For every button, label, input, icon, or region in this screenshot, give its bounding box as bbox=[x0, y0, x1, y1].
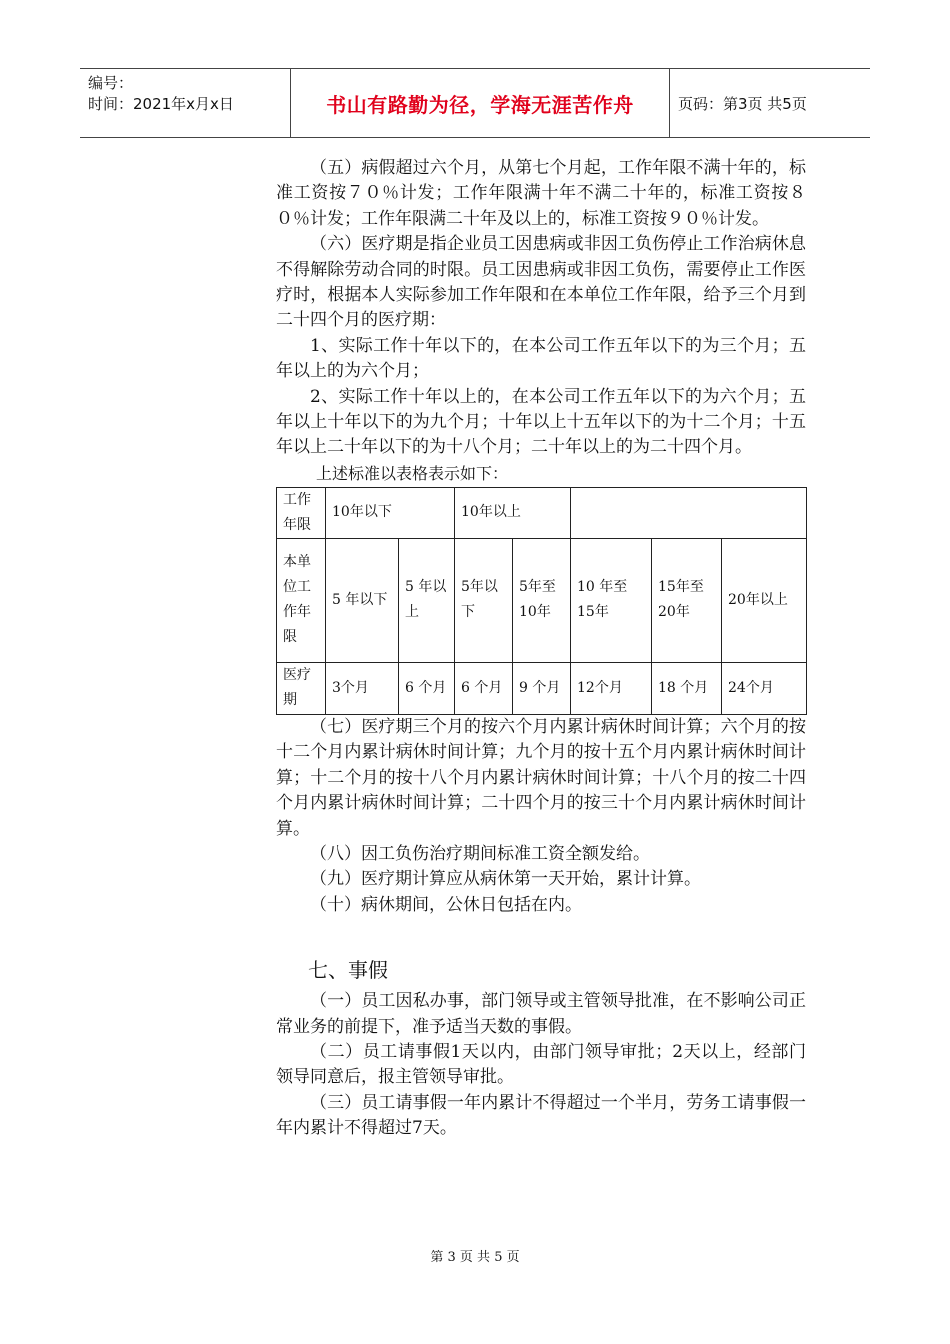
table-row bbox=[277, 538, 807, 662]
table-cell: 医疗期 bbox=[277, 662, 326, 714]
document-number-label: 编号： bbox=[88, 74, 134, 92]
table-cell: 5 年以上 bbox=[399, 538, 455, 662]
table-cell: 18 个月 bbox=[652, 662, 722, 714]
page-header bbox=[80, 68, 870, 138]
header-motto: 书山有路勤为径，学海无涯苦作舟 bbox=[291, 69, 670, 137]
table-cell: 5年以下 bbox=[455, 538, 513, 662]
table-cell: 3个月 bbox=[326, 662, 399, 714]
table-cell: 10年以上 bbox=[455, 487, 571, 538]
header-meta bbox=[80, 69, 291, 137]
table-cell: 5 年以下 bbox=[326, 538, 399, 662]
table-cell: 12个月 bbox=[571, 662, 652, 714]
table-cell: 工作年限 bbox=[277, 487, 326, 538]
table-cell: 6 个月 bbox=[455, 662, 513, 714]
paragraph: （三）员工请事假一年内累计不得超过一个半月，劳务工请事假一年内累计不得超过7天。 bbox=[276, 1092, 806, 1139]
table-cell: 20年以上 bbox=[722, 538, 807, 662]
paragraph: （九）医疗期计算应从病休第一天开始，累计计算。 bbox=[310, 869, 701, 890]
document-time-label: 时间：2021年x月x日 bbox=[88, 95, 234, 113]
page-footer: 第 3 页 共 5 页 bbox=[430, 1250, 520, 1265]
paragraph: 1、实际工作十年以下的，在本公司工作五年以下的为三个月；五年以上的为六个月； bbox=[276, 335, 806, 382]
medical-period-table bbox=[276, 487, 807, 715]
table-cell: 10 年至15年 bbox=[571, 538, 652, 662]
table-caption: 上述标准以表格表示如下： bbox=[316, 463, 509, 483]
table-cell: 10年以下 bbox=[326, 487, 455, 538]
paragraph: （五）病假超过六个月，从第七个月起，工作年限不满十年的，标准工资按７０％计发；工作年限满十年不满二十年的，标准工资按８０％计发；工作年限满二十年及以上的，标准工资按９０％计发。 bbox=[276, 158, 806, 229]
paragraph: （七）医疗期三个月的按六个月内累计病休时间计算；六个月的按十二个月内累计病休时间计算；九个月的按十五个月内累计病休时间计算；十二个月的按十八个月内累计病休时间计算；十八个月的按二十四个月内累计病休时间计算；二十四个月的按三十个月内累计病休时间计算。 bbox=[276, 716, 806, 839]
paragraph: 2、实际工作十年以上的，在本公司工作五年以下的为六个月；五年以上十年以下的为九个月；十年以上十五年以下的为十二个月；十五年以上二十年以下的为十八个月；二十年以上的为二十四个月。 bbox=[276, 386, 806, 458]
paragraph: （二）员工请事假1天以内，由部门领导审批；2天以上，经部门领导同意后，报主管领导审批。 bbox=[276, 1041, 806, 1088]
table-row bbox=[277, 487, 807, 538]
table-cell: 6 个月 bbox=[399, 662, 455, 714]
paragraph: （六）医疗期是指企业员工因患病或非因工负伤停止工作治病休息不得解除劳动合同的时限。员工因患病或非因工负伤，需要停止工作医疗时，根据本人实际参加工作年限和在本单位工作年限，给予三个月到二十四个月的医疗期： bbox=[276, 234, 806, 331]
section-title: 七、事假 bbox=[308, 958, 388, 983]
paragraph: （十）病休期间，公休日包括在内。 bbox=[310, 894, 582, 915]
table-cell: 9 个月 bbox=[513, 662, 571, 714]
table-cell: 本单位工作年限 bbox=[277, 538, 326, 662]
paragraph: （一）员工因私办事，部门领导或主管领导批准，在不影响公司正常业务的前提下，准予适当天数的事假。 bbox=[276, 991, 806, 1037]
document-body bbox=[276, 156, 806, 1142]
table-cell: 15年至 20年 bbox=[652, 538, 722, 662]
table-row bbox=[277, 662, 807, 714]
paragraph: （八）因工负伤治疗期间标准工资全额发给。 bbox=[310, 843, 650, 864]
header-page-info: 页码：第3页 共5页 bbox=[678, 94, 807, 113]
table-cell: 5年至10年 bbox=[513, 538, 571, 662]
table-cell bbox=[571, 487, 807, 538]
table-cell: 24个月 bbox=[722, 662, 807, 714]
